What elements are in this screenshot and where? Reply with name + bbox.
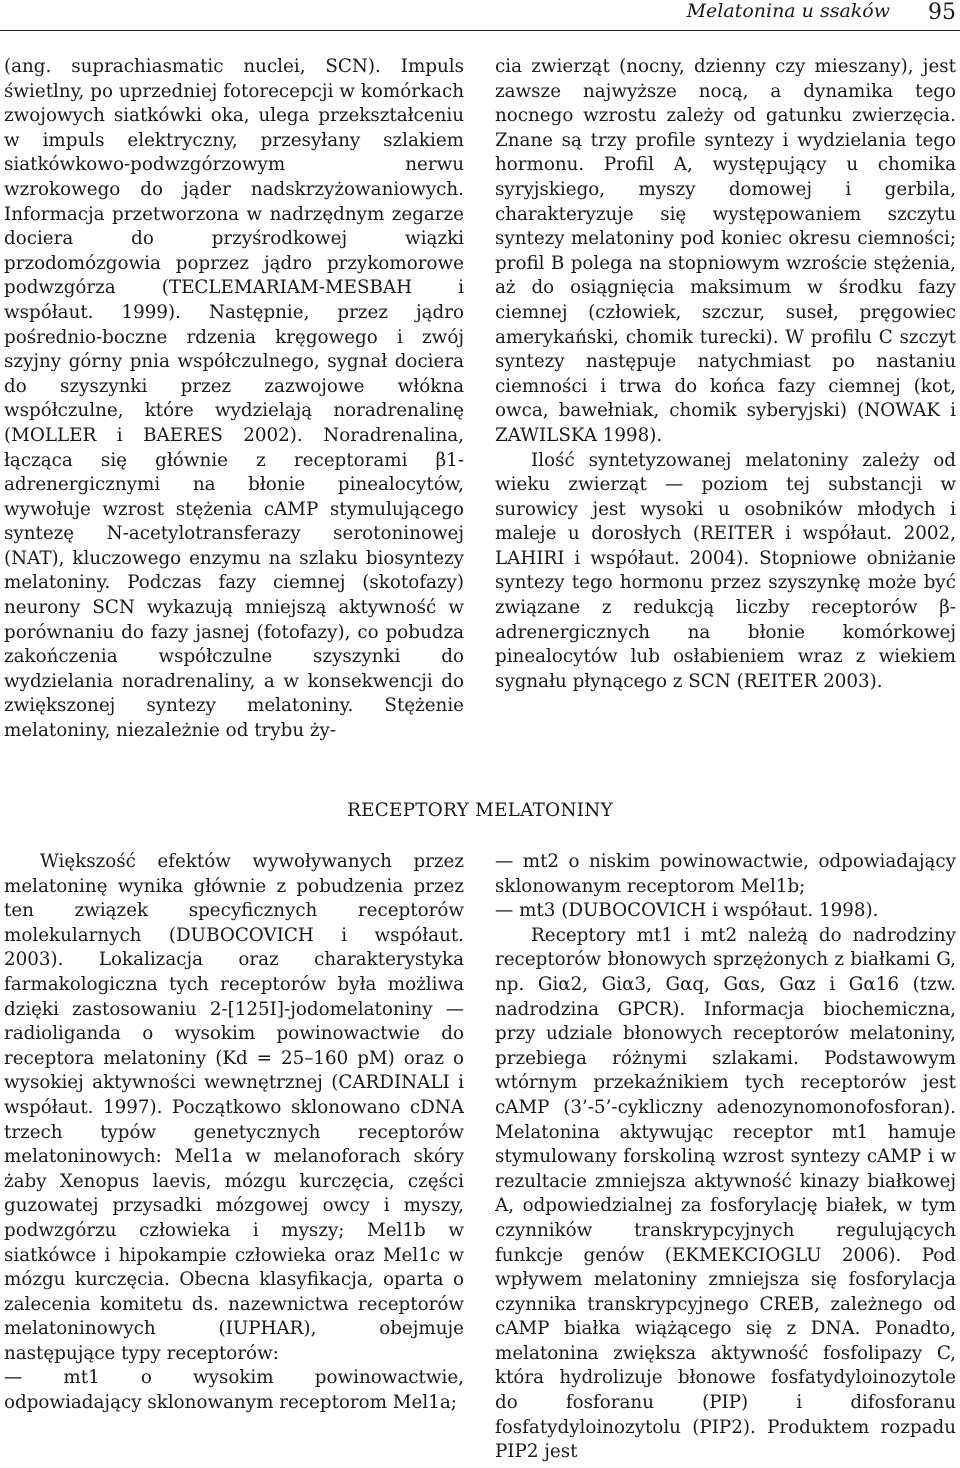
list-item: — mt3 (DUBOCOVICH i współaut. 1998).	[495, 900, 879, 922]
page-number: 95	[928, 0, 956, 25]
running-title: Melatonina u ssaków	[686, 0, 890, 22]
paragraph: Receptory mt1 i mt2 należą do nadrodziny receptorów błonowych sprzężonych z białkami G, np. Giα2, Giα3, Gαq, Gαs, Gαz i Gα16 (tzw. nadrodzina GPCR). Informacja biochemiczna, przy udziale błonowych receptorów melatoniny, przebiega różnymi szlakami. Podstawowym wtórnym przekaźnikiem tych receptorów jest cAMP (3’-5’-cykliczny adenozynomonofosforan). Melatonina aktywując receptor mt1 hamuje stymulowany forskoliną wzrost syntezy cAMP i w rezultacie zmniejsza aktywność kinazy białkowej A, odpowiedzialnej za fosforylację białek, w tym czynników transkrypcyjnych regulujących funkcje genów (EKMEKCIOGLU 2006). Pod wpływem melatoniny zmniejsza się fosforylacja czynnika transkrypcyjnego CREB, zależnego od cAMP białka wiążącego się z DNA. Ponadto, melatonina zwiększa aktywność fosfolipazy C, która hydrolizuje błonowe fosfatydyloinozytole do fosforanu (PIP) i difosforanu fosfatydyloinozytolu (PIP2). Produktem rozpadu PIP2 jest	[495, 924, 956, 1462]
paragraph: (ang. suprachiasmatic nuclei, SCN). Impuls świetlny, po uprzedniej fotorecepcji w komórkach zwojowych siatkówki oka, ulega przekształceniu w impuls elektryczny, przesyłany szlakiem siatkówkowo-podwzgórzowym nerwu wzrokowego do jąder nadskrzyżowaniowych. Informacja przetworzona w nadrzędnym zegarze dociera do przyśrodkowej wiązki przodomózgowia poprzez jądro przykomorowe podwzgórza (TECLEMARIAM-MESBAH i współaut. 1999). Następnie, przez jądro pośrednio-boczne rdzenia kręgowego i zwój szyjny górny pnia współczulnego, sygnał dociera do szyszynki przez zazwojowe włókna współczulne, które wydzielają noradrenalinę (MOLLER i BAERES 2002). Noradrenalina, łącząca się głównie z receptorami β1-adrenergicznymi na błonie pinealocytów, wywołuje wzrost stężenia cAMP stymulującego syntezę N-acetylotransferazy serotoninowej (NAT), kluczowego enzymu na szlaku biosyntezy melatoniny. Podczas fazy ciemnej (skotofazy) neurony SCN wykazują mniejszą aktywność w porównaniu do fazy jasnej (fotofazy), co pobudza zakończenia współczulne szyszynki do wydzielania noradrenaliny, a w konsekwencji do zwiększonej syntezy melatoniny. Stężenie melatoniny, niezależnie od trybu ży-	[4, 56, 464, 742]
column-bottom-left	[4, 850, 464, 1462]
column-top-left	[4, 55, 464, 775]
section-heading: RECEPTORY MELATONINY	[347, 800, 613, 821]
column-top-right	[495, 55, 956, 735]
paragraph: Większość efektów wywoływanych przez melatoninę wynika głównie z pobudzenia przez ten związek specyficznych receptorów molekularnych (DUBOCOVICH i współaut. 2003). Lokalizacja oraz charakterystyka farmakologiczna tych receptorów była możliwa dzięki zastosowaniu 2-[125I]-jodomelatoniny — radioliganda o wysokim powinowactwie do receptora melatoniny (Kd = 25–160 pM) oraz o wysokiej aktywności wewnętrznej (CARDINALI i współaut. 1997). Początkowo sklonowano cDNA trzech typów genetycznych receptorów melatoninowych: Mel1a w melanoforach skóry żaby Xenopus laevis, mózgu kurczęcia, części guzowatej przysadki mózgowej owcy i myszy, podwzgórzu człowieka i myszy; Mel1b w siatkówce i hipokampie człowieka oraz Mel1c w mózgu kurczęcia. Obecna klasyfikacja, oparta o zalecenia komitetu ds. nazewnictwa receptorów melatoninowych (IUPHAR), obejmuje następujące typy receptorów:	[4, 851, 464, 1364]
paragraph: cia zwierząt (nocny, dzienny czy mieszany), jest zawsze najwyższe nocą, a dynamika tego nocnego wzrostu zależy od gatunku zwierzęcia. Znane są trzy profile syntezy i wydzielania tego hormonu. Profil A, występujący u chomika syryjskiego, myszy domowej i gerbila, charakteryzuje się występowaniem szczytu syntezy melatoniny pod koniec okresu ciemności; profil B polega na stopniowym wzroście stężenia, aż do osiągnięcia maksimum w środku fazy ciemnej (człowiek, szczur, suseł, pręgowiec amerykański, chomik turecki). W profilu C szczyt syntezy następuje natychmiast po nastaniu ciemności i trwa do końca fazy ciemnej (kot, owca, bawełniak, chomik syberyjski) (NOWAK i ZAWILSKA 1998).	[495, 56, 956, 446]
paragraph: Ilość syntetyzowanej melatoniny zależy od wieku zwierząt — poziom tej substancji w surowicy jest wysoki u osobników młodych i maleje u dorosłych (REITER i współaut. 2002, LAHIRI i współaut. 2004). Stopniowe obniżanie syntezy tego hormonu przez szyszynkę może być związane z redukcją liczby receptorów β-adrenergicznych na błonie komórkowej pinealocytów lub osłabieniem wraz z wiekiem sygnału płynącego z SCN (REITER 2003).	[495, 449, 956, 692]
list-item: — mt1 o wysokim powinowactwie, odpowiadający sklonowanym receptorom Mel1a;	[4, 1367, 464, 1414]
list-item: — mt2 o niskim powinowactwie, odpowiadający sklonowanym receptorom Mel1b;	[495, 851, 956, 897]
page-header	[0, 0, 960, 31]
column-bottom-right	[495, 850, 956, 1462]
